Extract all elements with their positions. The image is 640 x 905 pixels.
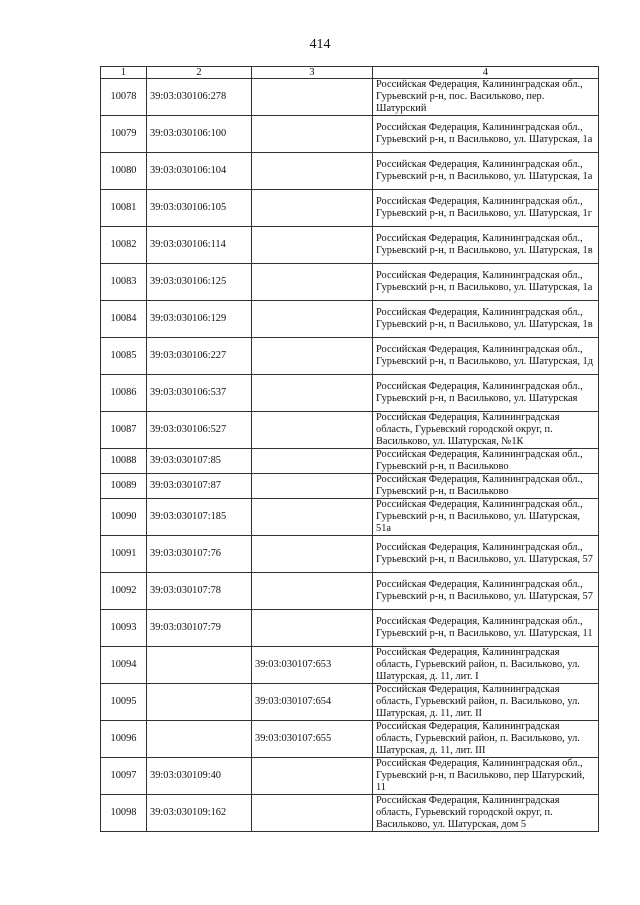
row-number-cell: 10090	[101, 499, 147, 536]
header-cell-4: 4	[373, 67, 599, 79]
address-cell: Российская Федерация, Калининградская обл., Гурьевский р-н, п Васильково, ул. Шатурская, 11	[373, 610, 599, 647]
address-cell: Российская Федерация, Калининградская обл., Гурьевский р-н, п Васильково, ул. Шатурская, 1в	[373, 301, 599, 338]
table-row	[101, 684, 599, 721]
object-cadastral-number-cell	[252, 474, 373, 499]
table-body	[101, 79, 599, 832]
table-row	[101, 758, 599, 795]
row-number-cell: 10087	[101, 412, 147, 449]
table-row	[101, 499, 599, 536]
address-cell: Российская Федерация, Калининградская область, Гурьевский городской округ, п. Васильково, ул. Шатурская, дом 5	[373, 795, 599, 832]
table-row	[101, 449, 599, 474]
table-row	[101, 227, 599, 264]
object-cadastral-number-cell: 39:03:030107:653	[252, 647, 373, 684]
address-cell: Российская Федерация, Калининградская обл., Гурьевский р-н, п Васильково, ул. Шатурская, 1г	[373, 190, 599, 227]
cadastral-number-cell: 39:03:030106:105	[147, 190, 252, 227]
cadastral-number-cell: 39:03:030106:537	[147, 375, 252, 412]
object-cadastral-number-cell	[252, 116, 373, 153]
address-cell: Российская Федерация, Калининградская обл., Гурьевский р-н, п Васильково	[373, 474, 599, 499]
header-cell-2: 2	[147, 67, 252, 79]
table-row	[101, 375, 599, 412]
object-cadastral-number-cell	[252, 264, 373, 301]
object-cadastral-number-cell	[252, 795, 373, 832]
row-number-cell: 10080	[101, 153, 147, 190]
row-number-cell: 10091	[101, 536, 147, 573]
cadastral-number-cell: 39:03:030106:104	[147, 153, 252, 190]
object-cadastral-number-cell	[252, 499, 373, 536]
address-cell: Российская Федерация, Калининградская обл., Гурьевский р-н, п Васильково	[373, 449, 599, 474]
table-row	[101, 536, 599, 573]
row-number-cell: 10096	[101, 721, 147, 758]
address-cell: Российская Федерация, Калининградская обл., Гурьевский р-н, пос. Васильково, пер. Шатурский	[373, 79, 599, 116]
table-row	[101, 721, 599, 758]
row-number-cell: 10082	[101, 227, 147, 264]
row-number-cell: 10092	[101, 573, 147, 610]
cadastral-number-cell: 39:03:030107:185	[147, 499, 252, 536]
header-cell-1: 1	[101, 67, 147, 79]
object-cadastral-number-cell	[252, 79, 373, 116]
address-cell: Российская Федерация, Калининградская обл., Гурьевский р-н, п Васильково, ул. Шатурская, 1в	[373, 227, 599, 264]
table-row	[101, 647, 599, 684]
row-number-cell: 10093	[101, 610, 147, 647]
cadastral-number-cell	[147, 684, 252, 721]
header-cell-3: 3	[252, 67, 373, 79]
object-cadastral-number-cell	[252, 610, 373, 647]
object-cadastral-number-cell	[252, 412, 373, 449]
cadastral-number-cell: 39:03:030107:76	[147, 536, 252, 573]
object-cadastral-number-cell	[252, 301, 373, 338]
cadastral-number-cell: 39:03:030106:278	[147, 79, 252, 116]
registry-table	[100, 66, 599, 832]
address-cell: Российская Федерация, Калининградская обл., Гурьевский р-н, п Васильково, ул. Шатурская, 57	[373, 573, 599, 610]
object-cadastral-number-cell: 39:03:030107:655	[252, 721, 373, 758]
row-number-cell: 10098	[101, 795, 147, 832]
address-cell: Российская Федерация, Калининградская обл., Гурьевский р-н, п Васильково, ул. Шатурская, 1а	[373, 264, 599, 301]
table-row	[101, 153, 599, 190]
cadastral-number-cell: 39:03:030106:227	[147, 338, 252, 375]
address-cell: Российская Федерация, Калининградская обл., Гурьевский р-н, п Васильково, ул. Шатурская, 51а	[373, 499, 599, 536]
object-cadastral-number-cell	[252, 375, 373, 412]
address-cell: Российская Федерация, Калининградская обл., Гурьевский р-н, п Васильково, ул. Шатурская, 57	[373, 536, 599, 573]
row-number-cell: 10084	[101, 301, 147, 338]
table-row	[101, 190, 599, 227]
cadastral-number-cell: 39:03:030106:100	[147, 116, 252, 153]
address-cell: Российская Федерация, Калининградская обл., Гурьевский р-н, п Васильково, ул. Шатурская	[373, 375, 599, 412]
address-cell: Российская Федерация, Калининградская область, Гурьевский район, п. Васильково, ул. Шатурская, д. 11, лит. II	[373, 684, 599, 721]
cadastral-number-cell	[147, 647, 252, 684]
object-cadastral-number-cell: 39:03:030107:654	[252, 684, 373, 721]
object-cadastral-number-cell	[252, 190, 373, 227]
table-row	[101, 79, 599, 116]
header-row	[101, 67, 599, 79]
object-cadastral-number-cell	[252, 227, 373, 264]
object-cadastral-number-cell	[252, 573, 373, 610]
address-cell: Российская Федерация, Калининградская обл., Гурьевский р-н, п Васильково, ул. Шатурская, 1а	[373, 153, 599, 190]
address-cell: Российская Федерация, Калининградская область, Гурьевский район, п. Васильково, ул. Шатурская, д. 11, лит. I	[373, 647, 599, 684]
object-cadastral-number-cell	[252, 536, 373, 573]
object-cadastral-number-cell	[252, 338, 373, 375]
cadastral-number-cell: 39:03:030107:78	[147, 573, 252, 610]
address-cell: Российская Федерация, Калининградская обл., Гурьевский р-н, п Васильково, ул. Шатурская, 1д	[373, 338, 599, 375]
object-cadastral-number-cell	[252, 153, 373, 190]
row-number-cell: 10094	[101, 647, 147, 684]
table-row	[101, 301, 599, 338]
table-row	[101, 116, 599, 153]
cadastral-number-cell: 39:03:030107:85	[147, 449, 252, 474]
cadastral-number-cell: 39:03:030107:79	[147, 610, 252, 647]
table-row	[101, 795, 599, 832]
row-number-cell: 10079	[101, 116, 147, 153]
cadastral-number-cell: 39:03:030106:125	[147, 264, 252, 301]
address-cell: Российская Федерация, Калининградская обл., Гурьевский р-н, п Васильково, ул. Шатурская, 1а	[373, 116, 599, 153]
table-row	[101, 573, 599, 610]
cadastral-number-cell: 39:03:030106:114	[147, 227, 252, 264]
cadastral-number-cell: 39:03:030107:87	[147, 474, 252, 499]
table-row	[101, 338, 599, 375]
object-cadastral-number-cell	[252, 758, 373, 795]
cadastral-number-cell	[147, 721, 252, 758]
row-number-cell: 10085	[101, 338, 147, 375]
row-number-cell: 10088	[101, 449, 147, 474]
cadastral-number-cell: 39:03:030106:129	[147, 301, 252, 338]
row-number-cell: 10083	[101, 264, 147, 301]
row-number-cell: 10086	[101, 375, 147, 412]
page-number: 414	[309, 37, 331, 52]
table-header	[101, 67, 599, 79]
table-row	[101, 412, 599, 449]
address-cell: Российская Федерация, Калининградская обл., Гурьевский р-н, п Васильково, пер Шатурский, 11	[373, 758, 599, 795]
cadastral-number-cell: 39:03:030109:40	[147, 758, 252, 795]
table-row	[101, 474, 599, 499]
address-cell: Российская Федерация, Калининградская область, Гурьевский городской округ, п. Васильково, ул. Шатурская, №1К	[373, 412, 599, 449]
address-cell: Российская Федерация, Калининградская область, Гурьевский район, п. Васильково, ул. Шатурская, д. 11, лит. III	[373, 721, 599, 758]
table-row	[101, 610, 599, 647]
row-number-cell: 10095	[101, 684, 147, 721]
cadastral-number-cell: 39:03:030109:162	[147, 795, 252, 832]
object-cadastral-number-cell	[252, 449, 373, 474]
row-number-cell: 10081	[101, 190, 147, 227]
row-number-cell: 10089	[101, 474, 147, 499]
row-number-cell: 10097	[101, 758, 147, 795]
row-number-cell: 10078	[101, 79, 147, 116]
table-row	[101, 264, 599, 301]
cadastral-number-cell: 39:03:030106:527	[147, 412, 252, 449]
